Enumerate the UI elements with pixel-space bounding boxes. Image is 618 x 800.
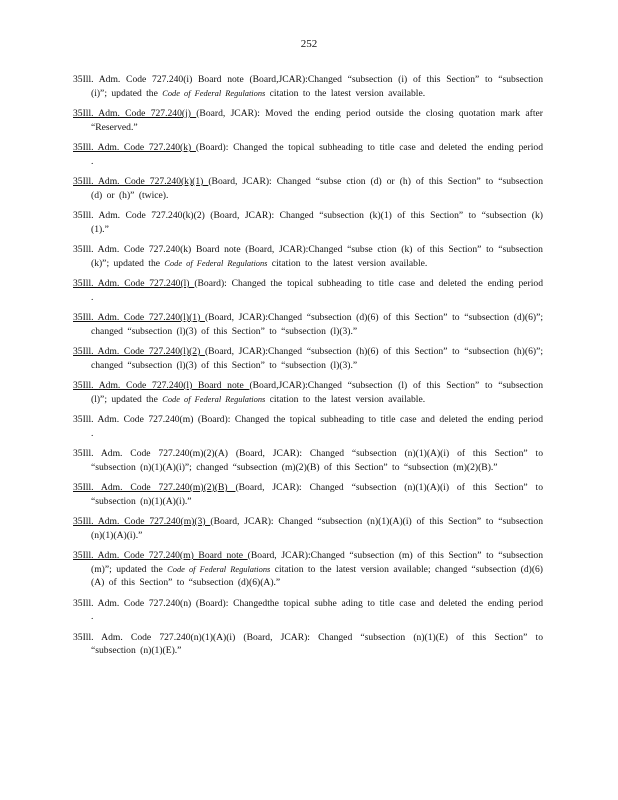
- change-description: (Board, JCAR): Changed “subsection (n)(1)(E) of this Section” to “subsection (n)(1)(E).”: [91, 631, 543, 657]
- change-description: (Board, JCAR): Changed “subsection (k)(1) of this Section” to “subsection (k)(1).”: [91, 209, 543, 235]
- change-description: (Board,JCAR):Changed “subsection (l) of this Section” to “subsection (l)”; updated the: [91, 379, 543, 405]
- citation: 35Ill. Adm. Code 727.240(m)(3): [73, 515, 211, 527]
- citation: 35Ill. Adm. Code 727.240(i) Board note: [73, 74, 244, 85]
- cfr-title: Code of Federal Regulations: [164, 258, 268, 268]
- citation: 35Ill. Adm. Code 727.240(k)(1): [73, 175, 209, 187]
- change-description: (Board, JCAR):Changed “subsection (h)(6) of this Section” to “subsection (h)(6)”; changed “subsection (l)(3) of this Section” to “subsection (l)(3).”: [91, 345, 543, 371]
- citation: 35Ill. Adm. Code 727.240(m): [73, 413, 194, 425]
- amendment-entry: [73, 209, 543, 237]
- amendment-entry: [73, 311, 543, 339]
- change-description: (Board): Changed the topical subheading to title case and deleted the ending period .: [91, 413, 543, 439]
- change-description-tail: citation to the latest version available.: [265, 393, 426, 405]
- page-number: 252: [300, 38, 318, 50]
- change-description: (Board, JCAR):Changed “subsection (d)(6) of this Section” to “subsection (d)(6)”; changed “subsection (l)(3) of this Section” to “subsection (l)(3).”: [91, 311, 543, 337]
- citation: 35Ill. Adm. Code 727.240(l)(2): [73, 345, 205, 357]
- citation: 35Ill. Adm. Code 727.240(m)(2)(A): [73, 447, 228, 459]
- citation: 35Ill. Adm. Code 727.240(n): [73, 597, 192, 609]
- amendment-entries: [73, 73, 543, 665]
- amendment-entry: [73, 515, 543, 543]
- amendment-entry: [73, 447, 543, 475]
- change-description: (Board, JCAR): Changed “subsection (n)(1)(A)(i) of this Section” to “subsection (n)(1)(A)(i)”; changed “subsection (m)(2)(B) of this Section” to “subsection (m)(2)(B).”: [91, 447, 544, 473]
- amendment-entry: [73, 175, 543, 203]
- citation: 35Ill. Adm. Code 727.240(m)(2)(B): [73, 481, 236, 493]
- amendment-entry: [73, 107, 543, 135]
- change-description: (Board, JCAR): Changed “subse ction (d) or (h) of this Section” to “subsection (d) or (h)” (twice).: [91, 175, 543, 201]
- amendment-entry: [73, 73, 543, 101]
- change-description: (Board, JCAR):Changed “subsection (m) of this Section” to “subsection (m)”; updated the: [91, 549, 543, 575]
- change-description: (Board, JCAR): Changed “subsection (n)(1)(A)(i) of this Section” to “subsection (n)(1)(A)(i).”: [91, 515, 543, 541]
- amendment-entry: [73, 243, 543, 271]
- change-description: (Board,JCAR):Changed “subsection (i) of this Section” to “subsection (i)”; updated the: [91, 74, 544, 99]
- change-description: (Board, JCAR): Changed “subsection (n)(1)(A)(i) of this Section” to “subsection (n)(1)(A)(i).”: [91, 481, 543, 507]
- citation: 35Ill. Adm. Code 727.240(k) Board note: [73, 243, 241, 255]
- citation: 35Ill. Adm. Code 727.240(k)(2): [73, 209, 205, 221]
- amendment-entry: [73, 631, 543, 659]
- citation: 35Ill. Adm. Code 727.240(j): [73, 107, 197, 119]
- change-description: (Board): Changed the topical subheading to title case and deleted the ending period .: [91, 277, 543, 303]
- citation: 35Ill. Adm. Code 727.240(k): [73, 141, 196, 153]
- amendment-entry: [73, 345, 543, 373]
- citation: 35Ill. Adm. Code 727.240(l) Board note: [73, 379, 250, 391]
- citation: 35Ill. Adm. Code 727.240(l): [73, 277, 195, 289]
- amendment-entry: [73, 141, 543, 169]
- amendment-entry: [73, 481, 543, 509]
- cfr-title: Code of Federal Regulations: [162, 88, 266, 98]
- amendment-entry: [73, 413, 543, 441]
- cfr-title: Code of Federal Regulations: [167, 564, 271, 574]
- citation: 35Ill. Adm. Code 727.240(m) Board note: [73, 549, 248, 561]
- citation: 35Ill. Adm. Code 727.240(n)(1)(A)(i): [73, 631, 236, 643]
- change-description: (Board, JCAR): Moved the ending period outside the closing quotation mark after “Reserved.”: [91, 107, 543, 133]
- change-description: (Board): Changed the topical subheading to title case and deleted the ending period .: [91, 141, 543, 167]
- amendment-entry: [73, 549, 543, 590]
- change-description: (Board): Changedthe topical subhe ading to title case and deleted the ending period .: [91, 597, 543, 623]
- change-description-tail: citation to the latest version available.: [267, 257, 428, 269]
- change-description-tail: citation to the latest version available.: [265, 87, 426, 99]
- change-description-tail: citation to the latest version available; changed “subsection (d)(6)(A) of this Section” to “subsection (d)(6)(A).”: [91, 563, 544, 589]
- amendment-entry: [73, 379, 543, 407]
- change-description: (Board, JCAR):Changed “subse ction (k) of this Section” to “subsection (k)”; updated the: [91, 243, 543, 269]
- cfr-title: Code of Federal Regulations: [162, 394, 266, 404]
- amendment-entry: [73, 277, 543, 305]
- citation: 35Ill. Adm. Code 727.240(l)(1): [73, 311, 205, 323]
- amendment-entry: [73, 597, 543, 625]
